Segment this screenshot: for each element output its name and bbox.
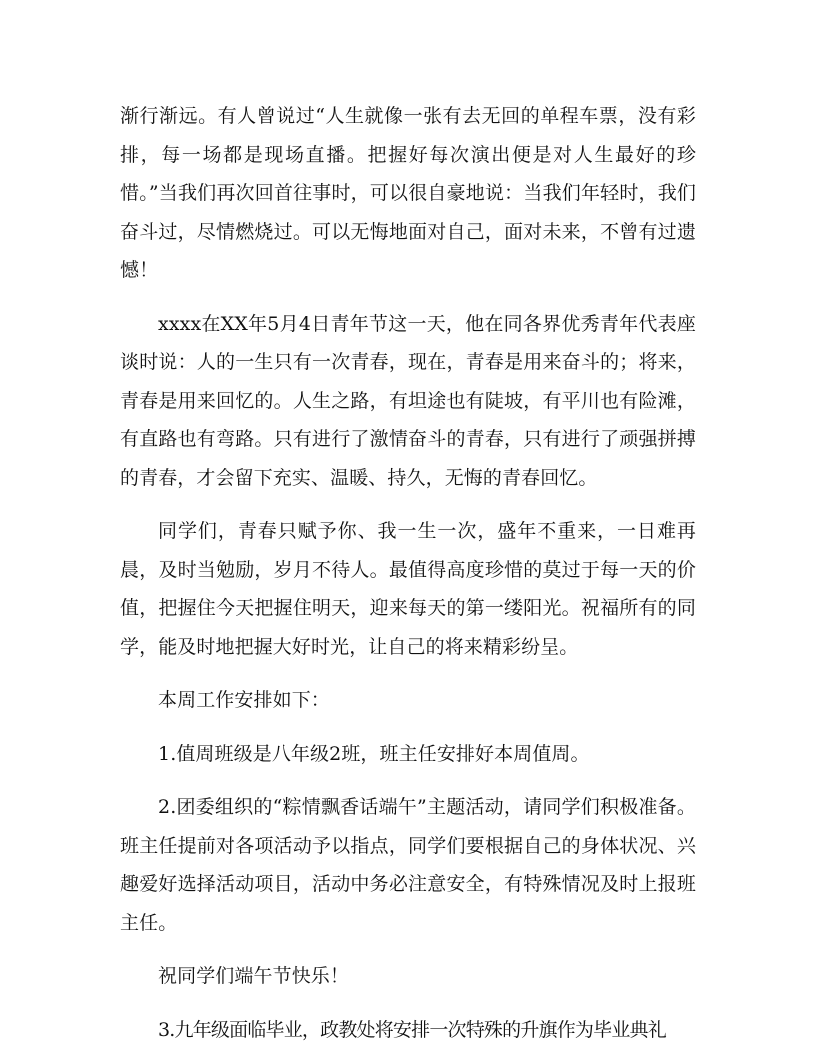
paragraph-item-3: 3.九年级面临毕业，政教处将安排一次特殊的升旗作为毕业典礼 [158,1018,666,1041]
paragraph-item-1: 1.值周班级是八年级2班，班主任安排好本周值周。 [158,742,590,765]
paragraph-classmates: 同学们，青春只赋予你、我一生一次，盛年不重来，一日难再晨，及时当勉励，岁月不待人。最值得高度珍惜的莫过于每一天的价值，把握住今天把握住明天，迎来每天的第一缕阳光。祝福所有的同学，能及时地把握大好时光，让自己的将来精彩纷呈。 [120,520,696,658]
paragraph-item-2: 2.团委组织的“粽情飘香话端午”主题活动，请同学们积极准备。班主任提前对各项活动予以指点，同学们要根据自己的身体状况、兴趣爱好选择活动项目，活动中务必注意安全，有特殊情况及时上报班主任。 [120,796,696,934]
paragraph-youth-day: xxxx在XX年5月4日青年节这一天，他在同各界优秀青年代表座谈时说：人的一生只有一次青春，现在，青春是用来奋斗的；将来，青春是用来回忆的。人生之路，有坦途也有陡坡，有平川也有险滩，有直路也有弯路。只有进行了激情奋斗的青春，只有进行了顽强拼搏的青春，才会留下充实、温暖、持久，无悔的青春回忆。 [120,312,696,489]
document-page [120,97,696,1064]
paragraph-greeting: 祝同学们端午节快乐！ [158,965,350,987]
paragraph-continuation: 渐行渐远。有人曾说过“人生就像一张有去无回的单程车票，没有彩排，每一场都是现场直播。把握好每次演出便是对人生最好的珍惜。”当我们再次回首往事时，可以很自豪地说：当我们年轻时，我们奋斗过，尽情燃烧过。可以无悔地面对自己，面对未来，不曾有过遗憾！ [120,105,696,281]
paragraph-schedule-heading: 本周工作安排如下： [158,689,330,711]
